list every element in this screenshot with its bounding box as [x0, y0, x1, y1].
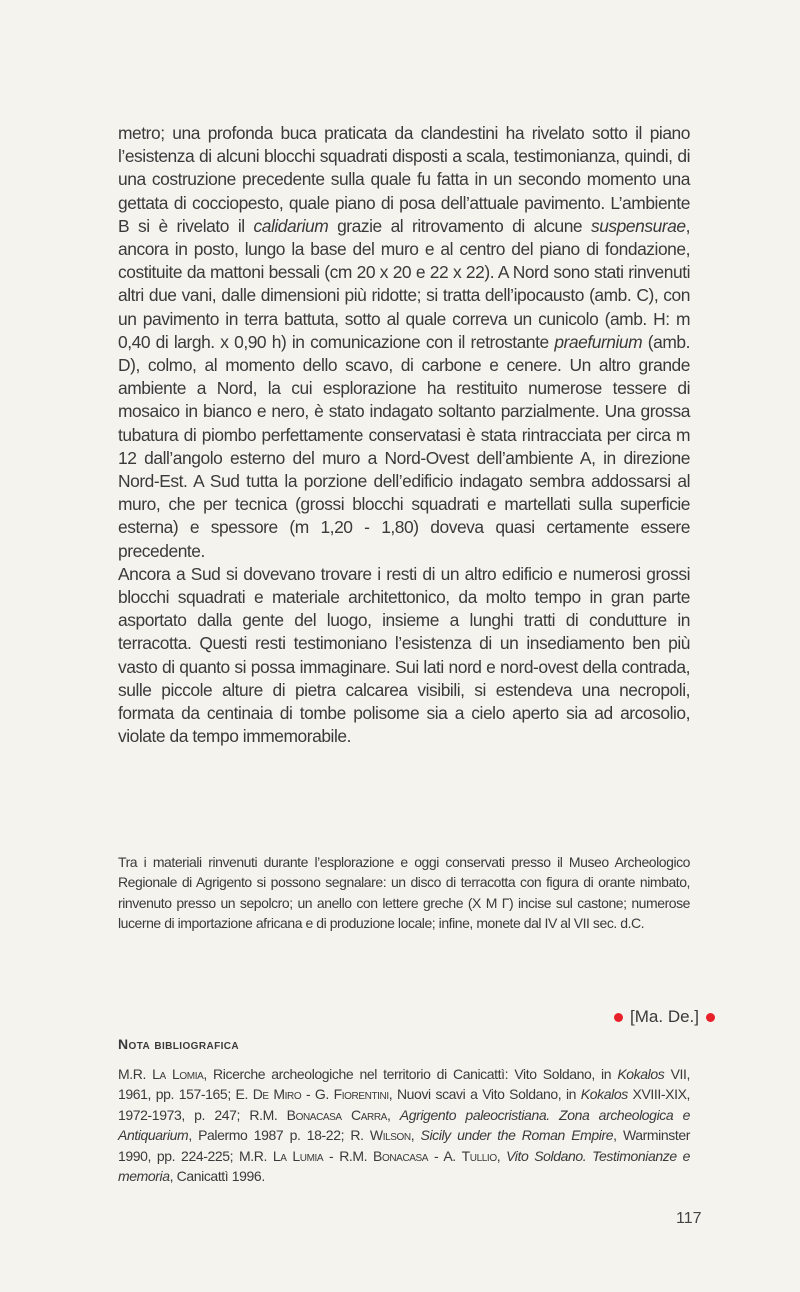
bibliography-run: Kokalos	[580, 1086, 628, 1103]
bibliography-run: ,	[386, 1106, 400, 1123]
main-text-run: (amb. D), colmo, al momento dello scavo, di carbone e cenere. Un altro grande ambiente a Nord, la cui esplorazione ha restituito numerose tessere di mosaico in bianco e nero, è stato indagato soltanto parzialmente. Una grossa tubatura di piombo perfettamente conservatasi è stata rintracciata per circa m 12 dall’angolo esterno del muro a Nord-Ovest dell’ambiente A, in direzione Nord-Est. A Sud tutta la porzione dell’edificio indagato sembra addossarsi al muro, che per tecnica (grossi blocchi squadrati e martellati sulla superficie esterna) e spessore (m 1,20 - 1,80) doveva quasi certamente essere precedente.	[118, 331, 690, 561]
bibliography-run: Bonacasa Carra	[286, 1106, 387, 1123]
bibliography-run: Bonacasa	[373, 1147, 429, 1164]
main-paragraph	[118, 563, 690, 749]
bibliography-run: Wilson	[369, 1127, 411, 1144]
main-paragraph	[118, 122, 690, 563]
red-bullet-icon	[706, 1013, 715, 1022]
bibliography-run: ,	[410, 1127, 421, 1144]
bibliography-text	[118, 1064, 690, 1186]
bibliography-run: XVIII-XIX, 1972-1973, p. 247; R.M.	[118, 1086, 690, 1123]
bibliography-run: La Lomia	[152, 1066, 204, 1082]
bibliography-run: Kokalos	[617, 1066, 665, 1082]
main-text-run: praefurnium	[554, 331, 643, 352]
bibliography-run: Tullio	[461, 1147, 497, 1164]
bibliography-run: , Ricerche archeologiche nel territorio di Canicattì: Vito Soldano, in	[203, 1066, 618, 1082]
bibliography-run: , Warminster 1990, pp. 224-225; M.R.	[118, 1127, 690, 1164]
bibliography-run: Sicily under the Roman Empire	[420, 1127, 614, 1144]
bibliography-run: , Canicattì 1996.	[169, 1168, 265, 1185]
red-bullet-icon	[614, 1013, 623, 1022]
bibliography-run: M.R.	[118, 1066, 153, 1082]
bibliography-run: Vito Soldano. Testimonianze e memoria	[118, 1147, 690, 1185]
main-text-run: Ancora a Sud si dovevano trovare i resti di un altro edificio e numerosi grossi blocchi squadrati e materiale architettonico, da molto tempo in gran parte asportato dalla gente del luogo, insieme a lunghi tratti di condutture in terracotta. Questi resti testimoniano l’esistenza di un insediamento ben più vasto di quanto si possa immaginare. Sui lati nord e nord-ovest della contrada, sulle piccole alture di pietra calcarea visibili, si estendeva una necropoli, formata da centinaia di tombe polisome sia a cielo aperto sia ad arcosolio, violate da tempo immemorabile.	[118, 563, 690, 747]
signature-text: [Ma. De.]	[630, 1007, 699, 1026]
bibliography-run: De Miro	[252, 1086, 302, 1103]
bibliography-run: La Lumia	[272, 1147, 324, 1164]
page-number: 117	[676, 1210, 702, 1227]
bibliography-run: - R.M.	[323, 1147, 374, 1164]
bibliography-heading: Nota bibliografica	[118, 1036, 240, 1052]
main-text-run: calidarium	[253, 215, 329, 236]
bibliography-run: - G.	[301, 1086, 334, 1103]
main-text-run: , ancora in posto, lungo la base del muro e al centro del piano di fondazione, costituite da mattoni bessali (cm 20 x 20 e 22 x 22). A Nord sono stati rinvenuti altri due vani, dalle dimensioni più ridotte; si tratta dell’ipocausto (amb. C), con un pavimento in terra battuta, sotto al quale correva un cunicolo (amb. H: m 0,40 di largh. x 0,90 h) in comunicazione con il retrostante	[118, 215, 690, 352]
bibliography-run: Agrigento paleocristiana. Zona archeologica e Antiquarium	[118, 1106, 690, 1144]
author-signature	[575, 1002, 715, 1032]
main-text-run: suspensurae	[590, 215, 686, 236]
finds-note: Tra i materiali rinvenuti durante l’esplorazione e oggi conservati presso il Museo Archeologico Regionale di Agrigento si possono segnalare: un disco di terracotta con figura di orante nimbato, rinvenuto presso un sepolcro; un anello con lettere greche (X M Γ) incise sul castone; numerose lucerne di importazione africana e di produzione locale; infine, monete dal IV al VII sec. d.C.	[118, 854, 690, 932]
bibliography-run: , Nuovi scavi a Vito Soldano, in	[388, 1086, 581, 1103]
main-text-run: metro; una profonda buca praticata da clandestini ha rivelato sotto il piano l’esistenza di alcuni blocchi squadrati disposti a scala, testimonianza, quindi, di una costruzione precedente sulla quale fu fatta in un secondo momento una gettata di cocciopesto, quale piano di posa dell’attuale pavimento. L’ambiente B si è rivelato il	[118, 123, 690, 236]
bibliography-run: - A.	[428, 1147, 462, 1164]
bibliography-run: VII, 1961, pp. 157-165; E.	[118, 1066, 690, 1103]
bibliography-run: Fiorentini	[333, 1086, 389, 1103]
main-text	[118, 122, 690, 748]
bibliography-run: ,	[496, 1147, 507, 1164]
main-text-run: grazie al ritrovamento di alcune	[328, 215, 591, 236]
bibliography-run: , Palermo 1987 p. 18-22; R.	[188, 1127, 370, 1144]
